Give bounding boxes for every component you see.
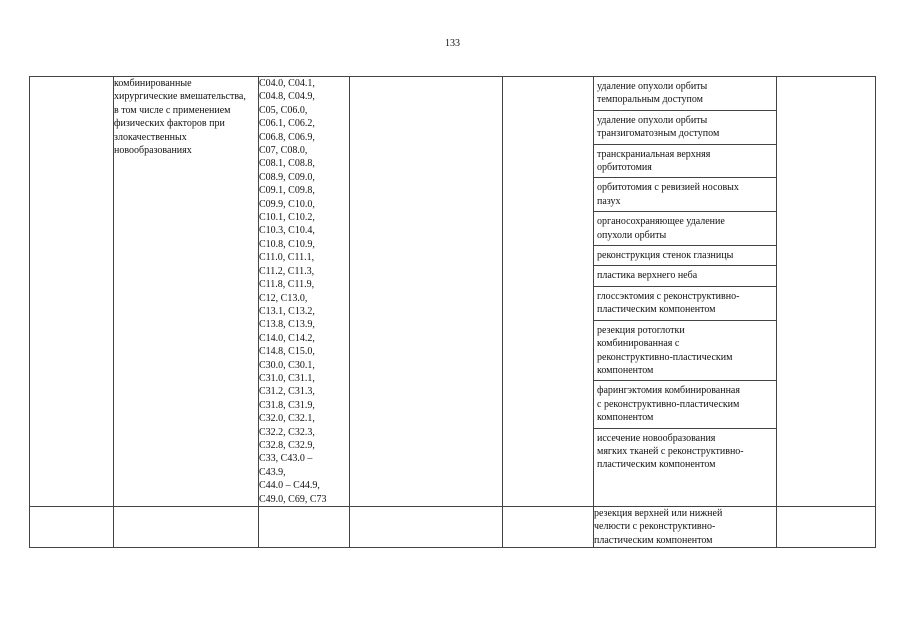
- method-item: удаление опухоли орбиты темпоральным доступом: [594, 77, 776, 111]
- code-line: C11.8, C11.9,: [259, 279, 315, 291]
- description-text: комбинированные хирургические вмешательства, в том числе с применением физических факторов при злокачественных новообразованиях: [114, 78, 246, 157]
- code-line: C05, C06.0,: [259, 104, 308, 116]
- methods-cell: [594, 77, 777, 507]
- code-line: C09.9, C10.0,: [259, 198, 315, 210]
- code-line: C10.3, C10.4,: [259, 225, 315, 237]
- code-line: C08.1, C08.8,: [259, 158, 315, 170]
- code-line: C06.8, C06.9,: [259, 131, 315, 143]
- table-row: [30, 77, 876, 507]
- table-row: [30, 507, 876, 548]
- code-line: C11.2, C11.3,: [259, 265, 315, 277]
- empty-cell: [350, 507, 503, 548]
- code-line: C09.1, C09.8,: [259, 185, 315, 197]
- code-line: C14.8, C15.0,: [259, 346, 315, 358]
- code-line: C13.1, C13.2,: [259, 305, 315, 317]
- code-line: C13.8, C13.9,: [259, 319, 315, 331]
- codes-cell: [259, 77, 350, 507]
- code-line: C12, C13.0,: [259, 292, 308, 304]
- procedures-table: [29, 76, 876, 548]
- method-item: резекция верхней или нижней челюсти с реконструктивно- пластическим компонентом: [594, 508, 723, 546]
- code-line: C49.0, C69, C73: [259, 493, 327, 505]
- empty-cell: [259, 507, 350, 548]
- methods-cell: [594, 507, 777, 548]
- empty-cell: [503, 77, 594, 507]
- code-line: C31.2, C31.3,: [259, 386, 315, 398]
- code-line: C07, C08.0,: [259, 145, 308, 157]
- method-item: пластика верхнего неба: [594, 266, 776, 286]
- empty-cell: [30, 77, 114, 507]
- code-line: C10.8, C10.9,: [259, 238, 315, 250]
- method-item: фарингэктомия комбинированная с реконструктивно-пластическим компонентом: [594, 381, 776, 428]
- method-item: органосохраняющее удаление опухоли орбиты: [594, 212, 776, 246]
- code-line: C32.0, C32.1,: [259, 413, 315, 425]
- code-line: C04.0, C04.1,: [259, 78, 315, 89]
- code-line: C31.0, C31.1,: [259, 372, 315, 384]
- code-line: C10.1, C10.2,: [259, 212, 315, 224]
- code-line: C30.0, C30.1,: [259, 359, 315, 371]
- empty-cell: [30, 507, 114, 548]
- method-item: глоссэктомия с реконструктивно- пластическим компонентом: [594, 287, 776, 321]
- method-item: транскраниальная верхняя орбитотомия: [594, 145, 776, 179]
- empty-cell: [503, 507, 594, 548]
- method-item: орбитотомия с ревизией носовых пазух: [594, 178, 776, 212]
- code-line: C32.8, C32.9,: [259, 439, 315, 451]
- empty-cell: [777, 77, 876, 507]
- empty-cell: [114, 507, 259, 548]
- code-line: C31.8, C31.9,: [259, 399, 315, 411]
- code-line: C06.1, C06.2,: [259, 118, 315, 130]
- code-line: C33, C43.0 –: [259, 453, 313, 465]
- code-line: C43.9,: [259, 466, 286, 478]
- description-cell: [114, 77, 259, 507]
- empty-cell: [777, 507, 876, 548]
- code-line: C04.8, C04.9,: [259, 91, 315, 103]
- code-line: C32.2, C32.3,: [259, 426, 315, 438]
- method-item: удаление опухоли орбиты транзигоматозным доступом: [594, 111, 776, 145]
- empty-cell: [350, 77, 503, 507]
- method-item: иссечение новообразования мягких тканей с реконструктивно- пластическим компонентом: [597, 432, 744, 471]
- code-line: C11.0, C11.1,: [259, 252, 315, 264]
- method-item: реконструкция стенок глазницы: [594, 246, 776, 266]
- code-line: C14.0, C14.2,: [259, 332, 315, 344]
- code-line: C44.0 – C44.9,: [259, 480, 320, 492]
- method-item: резекция ротоглотки комбинированная с реконструктивно-пластическим компонентом: [594, 321, 776, 382]
- page-number: 133: [445, 38, 460, 49]
- code-line: C08.9, C09.0,: [259, 171, 315, 183]
